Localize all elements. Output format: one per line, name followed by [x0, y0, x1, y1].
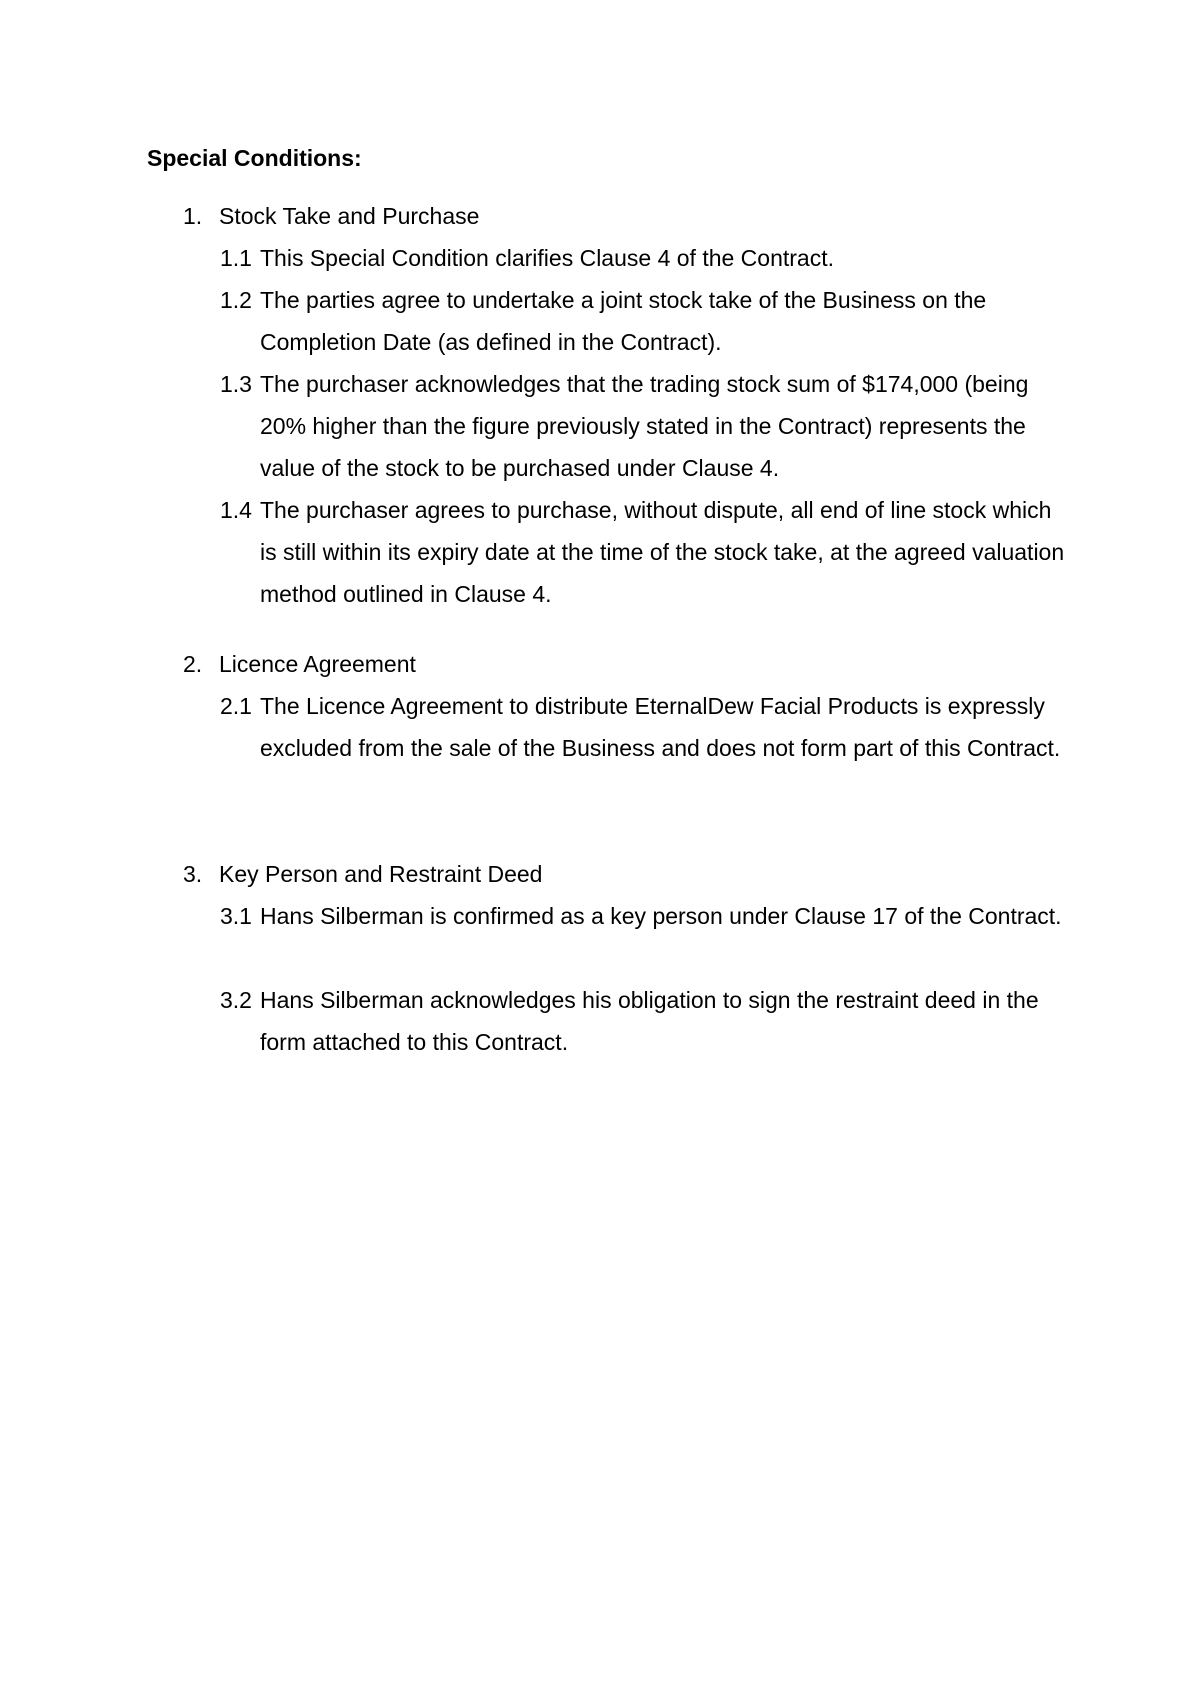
clause-number: 1.4 [220, 497, 252, 523]
clause-text: The parties agree to undertake a joint stock take of the Business on the Completion Date (as defined in the Contract). [260, 287, 987, 355]
clause-number: 3.2 [220, 987, 252, 1013]
clause-3-2 [220, 979, 1070, 1063]
clause-1-3 [220, 363, 1070, 489]
section-heading-stock-take [183, 202, 479, 230]
document-title: Special Conditions: [147, 145, 362, 171]
section-number: 3. [183, 861, 203, 887]
clause-text: This Special Condition clarifies Clause 4 of the Contract. [260, 245, 835, 271]
clause-text: The purchaser agrees to purchase, without dispute, all end of line stock which is still within its expiry date at the time of the stock take, at the agreed valuation method outlined in Clause 4. [260, 497, 1065, 607]
clause-text: Hans Silberman is confirmed as a key person under Clause 17 of the Contract. [260, 903, 1062, 929]
section-heading-licence-agreement [183, 650, 416, 678]
section-heading-text: Stock Take and Purchase [219, 203, 480, 229]
section-number: 2. [183, 651, 203, 677]
clause-text: The purchaser acknowledges that the trading stock sum of $174,000 (being 20% higher than the figure previously stated in the Contract) represents the value of the stock to be purchased under Clause 4. [260, 371, 1029, 481]
clause-text: The Licence Agreement to distribute EternalDew Facial Products is expressly excluded from the sale of the Business and does not form part of this Contract. [260, 693, 1061, 761]
section-heading-key-person [183, 860, 542, 888]
clause-number: 3.1 [220, 903, 252, 929]
clause-1-4 [220, 489, 1070, 615]
clause-number: 1.1 [220, 245, 252, 271]
clause-number: 1.3 [220, 371, 252, 397]
section-heading-text: Licence Agreement [219, 651, 416, 677]
clause-1-1 [220, 237, 1070, 279]
clause-2-1 [220, 685, 1070, 769]
clause-number: 1.2 [220, 287, 252, 313]
section-heading-text: Key Person and Restraint Deed [219, 861, 543, 887]
clause-1-2 [220, 279, 1070, 363]
clause-3-1 [220, 895, 1070, 937]
section-number: 1. [183, 203, 203, 229]
clause-text: Hans Silberman acknowledges his obligation to sign the restraint deed in the form attached to this Contract. [260, 987, 1039, 1055]
clause-number: 2.1 [220, 693, 252, 719]
